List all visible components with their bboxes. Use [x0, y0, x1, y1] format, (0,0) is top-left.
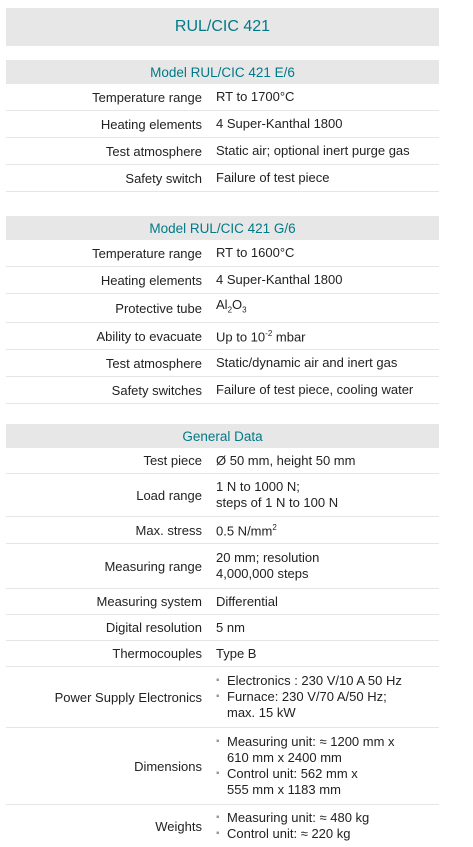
spec-row [6, 165, 439, 192]
value-line: 4,000,000 steps [216, 566, 309, 581]
spec-label: Ability to evacuate [96, 328, 202, 344]
spec-value [212, 326, 439, 345]
spec-row [6, 84, 439, 111]
spec-value: 4 Super-Kanthal 1800 [216, 116, 343, 131]
spec-row [6, 294, 439, 323]
spec-label: Load range [136, 487, 202, 503]
spec-label: Max. stress [135, 522, 202, 538]
formula-sub-2: 2 [227, 305, 233, 315]
spec-row [6, 267, 439, 294]
bullet-item: ▪ Measuring unit: ≈ 1200 mm x [216, 734, 439, 750]
spec-row [6, 138, 439, 165]
spec-label: Protective tube [115, 300, 202, 316]
spec-row [6, 589, 439, 615]
spec-value [212, 550, 439, 582]
formula-o: O [232, 297, 243, 313]
spec-label: Measuring range [104, 558, 202, 574]
spec-value: Type B [216, 645, 257, 661]
bullet-continuation: 610 mm x 2400 mm [227, 750, 342, 765]
exponent: -2 [265, 329, 273, 339]
spec-row [6, 377, 439, 404]
bullet-item: ▪ Measuring unit: ≈ 480 kg [216, 810, 439, 826]
spec-value: Static air; optional inert purge gas [216, 143, 410, 158]
spec-row [6, 805, 439, 847]
spec-label: Temperature range [92, 245, 202, 261]
spec-row [6, 448, 439, 474]
section-general-data [6, 424, 439, 847]
spec-label: Digital resolution [105, 620, 202, 635]
spec-value [212, 297, 439, 319]
section-model-e6 [6, 60, 439, 192]
spec-row [6, 641, 439, 667]
spec-label: Test piece [143, 453, 202, 468]
value-line: steps of 1 N to 100 N [216, 495, 339, 510]
spec-value [212, 479, 439, 511]
spec-value: Static/dynamic air and inert gas [216, 355, 398, 370]
spec-row [6, 240, 439, 267]
spec-value [212, 673, 439, 721]
value-line: 20 mm; resolution [216, 550, 320, 565]
exponent: 2 [272, 523, 277, 533]
spec-row [6, 728, 439, 805]
formula-al: Al [216, 297, 228, 313]
spec-row [6, 517, 439, 544]
spec-label: Test atmosphere [105, 143, 202, 159]
bullet-item: ▪ Furnace: 230 V/70 A/50 Hz; [216, 689, 439, 705]
bullet-item: ▪ Control unit: ≈ 220 kg [216, 826, 439, 842]
value-line: 1 N to 1000 N; [216, 479, 300, 494]
bullet-continuation: 555 mm x 1183 mm [227, 782, 341, 797]
spec-row [6, 323, 439, 350]
spec-label: Dimensions [134, 758, 202, 774]
spec-label: Measuring system [96, 594, 202, 609]
bullet-item: ▪ Electronics : 230 V/10 A 50 Hz [216, 673, 439, 689]
section-heading: Model RUL/CIC 421 E/6 [6, 60, 439, 84]
value-unit: mbar [272, 329, 306, 345]
page-title: RUL/CIC 421 [6, 8, 439, 46]
spec-label: Thermocouples [112, 646, 202, 661]
spec-value: Ø 50 mm, height 50 mm [216, 452, 356, 468]
value-text: 0.5 N/mm [216, 523, 273, 539]
spec-row [6, 111, 439, 138]
spec-value: Differential [216, 593, 278, 609]
spec-label: Safety switches [111, 382, 202, 398]
spec-label: Safety switch [125, 170, 202, 186]
spec-row [6, 474, 439, 517]
formula-sub-3: 3 [242, 305, 247, 315]
spec-value [212, 810, 439, 842]
spec-label: Heating elements [100, 272, 202, 288]
bullet-continuation: max. 15 kW [227, 705, 296, 720]
spec-value: Failure of test piece [216, 170, 330, 185]
section-heading: Model RUL/CIC 421 G/6 [6, 216, 439, 240]
spec-row [6, 667, 439, 728]
spec-value: 5 nm [216, 619, 245, 635]
value-text: Up to 10 [216, 329, 266, 345]
spec-row [6, 544, 439, 589]
spec-value: 4 Super-Kanthal 1800 [216, 272, 343, 287]
spec-label: Weights [155, 818, 202, 834]
spec-value: RT to 1600°C [216, 245, 295, 260]
spec-value [212, 520, 439, 539]
spec-value: RT to 1700°C [216, 89, 295, 104]
spec-label: Power Supply Electronics [54, 689, 202, 705]
section-heading: General Data [6, 424, 439, 448]
spec-label: Heating elements [100, 116, 202, 132]
spec-row [6, 350, 439, 377]
spec-row [6, 615, 439, 641]
section-model-g6 [6, 216, 439, 404]
spec-label: Temperature range [92, 89, 202, 105]
spec-value [212, 734, 439, 798]
spec-value: Failure of test piece, cooling water [216, 382, 414, 397]
bullet-item: ▪ Control unit: 562 mm x [216, 766, 439, 782]
spec-label: Test atmosphere [105, 355, 202, 371]
